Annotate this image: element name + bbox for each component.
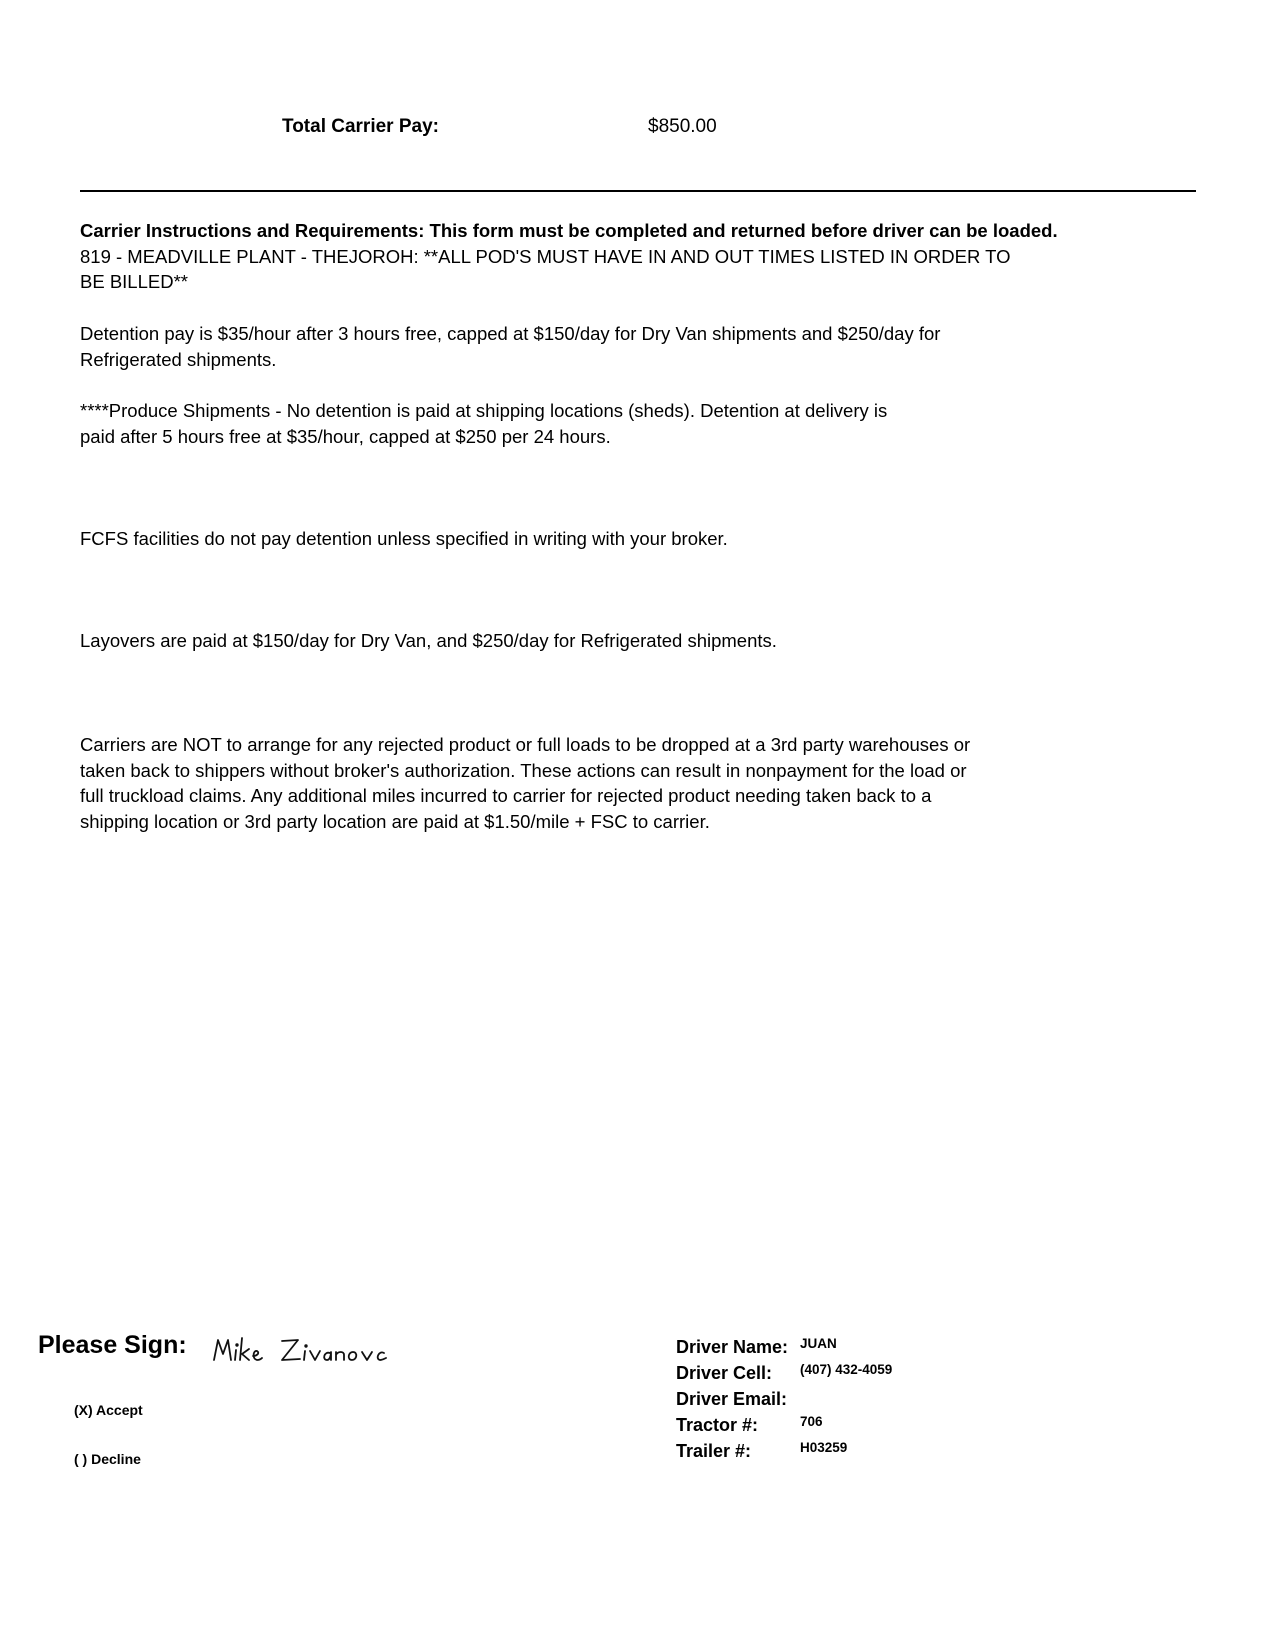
produce-line-1: ****Produce Shipments - No detention is paid at shipping locations (sheds). Detention at delivery is xyxy=(80,400,888,421)
detention-paragraph xyxy=(80,321,1210,372)
carriers-paragraph xyxy=(80,732,1210,834)
please-sign-label: Please Sign: xyxy=(38,1331,187,1359)
driver-name-value: JUAN xyxy=(800,1336,837,1351)
instructions-block xyxy=(80,218,1210,295)
plant-note-line-1: 819 - MEADVILLE PLANT - THEJOROH: **ALL POD'S MUST HAVE IN AND OUT TIMES LISTED IN ORDER TO xyxy=(80,245,1011,267)
produce-paragraph xyxy=(80,398,1210,449)
carriers-line-1: Carriers are NOT to arrange for any rejected product or full loads to be dropped at a 3rd party warehouses or xyxy=(80,734,971,755)
instructions-heading: Carrier Instructions and Requirements: This form must be completed and returned before driver can be loaded. xyxy=(80,220,1058,241)
tractor-number-value: 706 xyxy=(800,1414,823,1429)
plant-note-line-2: BE BILLED** xyxy=(80,271,188,292)
driver-cell-value: (407) 432-4059 xyxy=(800,1362,893,1377)
driver-cell-label: Driver Cell: xyxy=(676,1363,773,1383)
trailer-number-value: H03259 xyxy=(800,1440,848,1455)
signature-image xyxy=(212,1319,417,1372)
carriers-line-2: taken back to shippers without broker's authorization. These actions can result in nonpayment for the load or xyxy=(80,759,967,781)
signature-text: Mike Zivanovc xyxy=(212,1319,315,1336)
section-divider xyxy=(80,190,1196,192)
trailer-number-label: Trailer #: xyxy=(676,1441,752,1461)
decline-option[interactable]: ( ) Decline xyxy=(74,1451,141,1467)
fcfs-line: FCFS facilities do not pay detention unless specified in writing with your broker. xyxy=(80,528,728,549)
tractor-number-label: Tractor #: xyxy=(676,1415,759,1435)
detention-line-1: Detention pay is $35/hour after 3 hours free, capped at $150/day for Dry Van shipments and $250/day for xyxy=(80,323,941,344)
total-carrier-pay-label: Total Carrier Pay: xyxy=(282,116,439,137)
accept-option[interactable]: (X) Accept xyxy=(74,1402,143,1418)
total-carrier-pay-value: $850.00 xyxy=(648,116,717,137)
fcfs-paragraph xyxy=(80,526,1210,552)
layovers-paragraph xyxy=(80,628,1210,654)
layovers-line: Layovers are paid at $150/day for Dry Van, and $250/day for Refrigerated shipments. xyxy=(80,630,777,651)
carriers-line-3: full truckload claims. Any additional miles incurred to carrier for rejected product needing taken back to a xyxy=(80,785,932,806)
detention-line-2: Refrigerated shipments. xyxy=(80,348,277,370)
carriers-line-4: shipping location or 3rd party location are paid at $1.50/mile + FSC to carrier. xyxy=(80,810,710,832)
produce-line-2: paid after 5 hours free at $35/hour, capped at $250 per 24 hours. xyxy=(80,425,611,447)
driver-name-label: Driver Name: xyxy=(676,1337,789,1357)
driver-email-label: Driver Email: xyxy=(676,1389,788,1409)
